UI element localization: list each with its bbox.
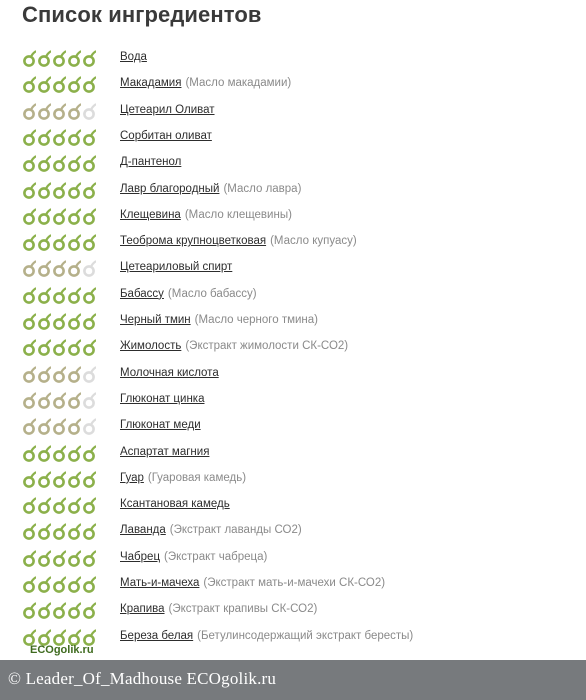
ingredient-row [0, 283, 586, 309]
drop-icon [52, 576, 66, 594]
drop-icon [82, 339, 96, 357]
ingredient-link[interactable]: Молочная кислота [120, 366, 219, 379]
drop-icon [82, 418, 96, 436]
ingredient-link[interactable]: Ксантановая камедь [120, 498, 230, 511]
ingredient-label [120, 51, 147, 63]
drop-icon [37, 182, 51, 200]
drop-icon [82, 260, 96, 278]
drop-icon [37, 392, 51, 410]
drop-icon [52, 445, 66, 463]
drop-icon [82, 234, 96, 252]
ingredient-link[interactable]: Гуар [120, 471, 144, 484]
safety-rating [22, 103, 96, 121]
drop-icon [22, 50, 36, 68]
ingredient-label [120, 367, 219, 379]
ingredient-label [120, 419, 201, 431]
drop-icon [52, 260, 66, 278]
drop-icon [22, 418, 36, 436]
ingredient-link[interactable]: Лавр благородный [120, 182, 220, 195]
drop-icon [67, 313, 81, 331]
drop-icon [67, 155, 81, 173]
ingredient-row [0, 572, 586, 598]
drop-icon [52, 50, 66, 68]
safety-rating [22, 260, 96, 278]
ingredient-alt-name: (Экстракт лаванды СО2) [169, 524, 302, 537]
safety-rating [22, 50, 96, 68]
drop-icon [67, 260, 81, 278]
safety-rating [22, 392, 96, 410]
safety-rating [22, 182, 96, 200]
drop-icon [52, 155, 66, 173]
ingredient-row [0, 125, 586, 151]
drop-icon [22, 471, 36, 489]
drop-icon [37, 260, 51, 278]
drop-icon [67, 182, 81, 200]
ingredient-alt-name: (Масло купуасу) [270, 235, 357, 248]
drop-icon [67, 76, 81, 94]
drop-icon [37, 339, 51, 357]
safety-rating [22, 576, 96, 594]
drop-icon [37, 366, 51, 384]
ingredient-link[interactable]: Теоброма крупноцветковая [120, 235, 267, 248]
drop-icon [52, 76, 66, 94]
ingredient-alt-name: (Бетулинсодержащий экстракт бересты) [197, 629, 414, 642]
drop-icon [82, 523, 96, 541]
drop-icon [37, 155, 51, 173]
ingredient-link[interactable]: Чабрец [120, 550, 161, 563]
ingredient-link[interactable]: Вода [120, 51, 147, 63]
ingredient-link[interactable]: Мать-и-мачеха [120, 577, 200, 589]
safety-rating [22, 471, 96, 489]
ingredient-link[interactable]: Жимолость [120, 340, 182, 353]
safety-rating [22, 234, 96, 252]
safety-rating [22, 208, 96, 226]
ingredient-link[interactable]: Цетеарил Оливат [120, 103, 215, 116]
ingredient-row [0, 493, 586, 519]
ingredient-label [120, 551, 267, 563]
drop-icon [82, 50, 96, 68]
ingredient-row [0, 362, 586, 388]
ingredient-label [120, 630, 413, 642]
drop-icon [52, 392, 66, 410]
drop-icon [22, 576, 36, 594]
drop-icon [37, 471, 51, 489]
drop-icon [82, 471, 96, 489]
ingredient-link[interactable]: Цетеариловый спирт [120, 261, 233, 274]
drop-icon [82, 392, 96, 410]
ingredient-row [0, 467, 586, 493]
ingredient-row [0, 309, 586, 335]
drop-icon [37, 50, 51, 68]
safety-rating [22, 550, 96, 568]
drop-icon [52, 366, 66, 384]
ingredient-row [0, 519, 586, 545]
drop-icon [22, 339, 36, 357]
drop-icon [52, 602, 66, 620]
drop-icon [52, 339, 66, 357]
ingredient-link[interactable]: Сорбитан оливат [120, 129, 212, 142]
safety-rating [22, 602, 96, 620]
drop-icon [22, 366, 36, 384]
ingredient-label [120, 446, 209, 458]
drop-icon [37, 445, 51, 463]
ingredient-link[interactable]: Лаванда [120, 524, 166, 537]
watermark-bar [0, 644, 586, 700]
ingredient-link[interactable]: Бабассу [120, 287, 164, 300]
drop-icon [37, 129, 51, 147]
safety-rating [22, 313, 96, 331]
ingredient-label [120, 288, 257, 300]
ingredient-alt-name: (Экстракт жимолости СК-СО2) [185, 340, 349, 353]
drop-icon [82, 550, 96, 568]
drop-icon [22, 155, 36, 173]
ingredient-link[interactable]: Береза белая [120, 629, 194, 642]
drop-icon [37, 550, 51, 568]
drop-icon [52, 313, 66, 331]
safety-rating [22, 523, 96, 541]
safety-rating [22, 155, 96, 173]
ingredient-link[interactable]: Макадамия [120, 77, 182, 90]
drop-icon [22, 392, 36, 410]
drop-icon [22, 129, 36, 147]
safety-rating [22, 129, 96, 147]
drop-icon [37, 313, 51, 331]
drop-icon [82, 497, 96, 515]
copyright-text: © Leader_Of_Madhouse ECOgolik.ru [8, 669, 277, 688]
drop-icon [67, 287, 81, 305]
drop-icon [52, 471, 66, 489]
drop-icon [67, 576, 81, 594]
ingredient-alt-name: (Масло лавра) [223, 182, 302, 195]
drop-icon [67, 445, 81, 463]
drop-icon [37, 76, 51, 94]
ingredient-label [120, 393, 204, 405]
safety-rating [22, 76, 96, 94]
drop-icon [22, 182, 36, 200]
footer-logo: ECOgolik.ru [30, 644, 94, 656]
drop-icon [37, 234, 51, 252]
ingredient-alt-name: (Экстракт мать-и-мачехи СК-СО2) [203, 577, 386, 589]
ingredient-row [0, 388, 586, 414]
drop-icon [37, 287, 51, 305]
drop-icon [82, 208, 96, 226]
drop-icon [52, 497, 66, 515]
drop-icon [82, 313, 96, 331]
safety-rating [22, 339, 96, 357]
drop-icon [67, 392, 81, 410]
drop-icon [82, 182, 96, 200]
drop-icon [22, 234, 36, 252]
ingredient-label [120, 314, 318, 326]
safety-rating [22, 287, 96, 305]
ingredient-label [120, 472, 246, 484]
ingredient-label [120, 209, 292, 221]
ingredient-label [120, 498, 230, 510]
drop-icon [67, 50, 81, 68]
drop-icon [52, 287, 66, 305]
drop-icon [37, 208, 51, 226]
safety-rating [22, 497, 96, 515]
drop-icon [37, 103, 51, 121]
drop-icon [67, 550, 81, 568]
ingredient-alt-name: (Гуаровая камедь) [147, 471, 247, 484]
ingredient-label [120, 577, 385, 589]
ingredient-label [120, 524, 302, 536]
ingredient-alt-name: (Масло клещевины) [184, 208, 292, 221]
drop-icon [67, 602, 81, 620]
drop-icon [67, 418, 81, 436]
drop-icon [82, 445, 96, 463]
drop-icon [67, 103, 81, 121]
ingredient-label [120, 603, 317, 615]
drop-icon [67, 208, 81, 226]
drop-icon [82, 366, 96, 384]
drop-icon [82, 155, 96, 173]
drop-icon [82, 287, 96, 305]
drop-icon [22, 260, 36, 278]
ingredient-link[interactable]: Глюконат цинка [120, 392, 205, 405]
ingredient-alt-name: (Масло черного тмина) [194, 314, 318, 326]
drop-icon [67, 129, 81, 147]
ingredient-row [0, 414, 586, 440]
ingredient-label [120, 104, 215, 116]
drop-icon [52, 103, 66, 121]
ingredient-label [120, 340, 348, 352]
ingredient-row [0, 230, 586, 256]
ingredient-label [120, 77, 291, 89]
ingredient-row [0, 46, 586, 72]
ingredient-label [120, 235, 357, 247]
ingredient-row [0, 441, 586, 467]
drop-icon [82, 129, 96, 147]
drop-icon [22, 103, 36, 121]
drop-icon [37, 497, 51, 515]
drop-icon [52, 234, 66, 252]
safety-rating [22, 445, 96, 463]
safety-rating [22, 366, 96, 384]
drop-icon [37, 418, 51, 436]
ingredient-link[interactable]: Клещевина [120, 208, 181, 221]
ingredient-row [0, 546, 586, 572]
drop-icon [67, 471, 81, 489]
drop-icon [22, 523, 36, 541]
drop-icon [67, 339, 81, 357]
drop-icon [82, 602, 96, 620]
drop-icon [52, 182, 66, 200]
drop-icon [37, 523, 51, 541]
ingredient-link[interactable]: Глюконат меди [120, 419, 201, 432]
drop-icon [22, 497, 36, 515]
ingredient-row [0, 151, 586, 177]
drop-icon [52, 129, 66, 147]
ingredient-row [0, 99, 586, 125]
ingredient-link[interactable]: Д-пантенол [120, 156, 182, 169]
drop-icon [67, 234, 81, 252]
drop-icon [22, 287, 36, 305]
drop-icon [22, 550, 36, 568]
ingredient-link[interactable]: Черный тмин [120, 314, 191, 326]
ingredient-row [0, 598, 586, 624]
drop-icon [22, 602, 36, 620]
ingredient-label [120, 156, 181, 168]
ingredient-alt-name: (Экстракт чабреца) [164, 550, 268, 563]
drop-icon [82, 103, 96, 121]
drop-icon [52, 418, 66, 436]
ingredient-label [120, 183, 301, 195]
page-title: Список ингредиентов [22, 2, 262, 27]
safety-rating [22, 418, 96, 436]
drop-icon [22, 208, 36, 226]
ingredient-link[interactable]: Аспартат магния [120, 445, 210, 458]
drop-icon [52, 523, 66, 541]
ingredient-row [0, 72, 586, 98]
ingredient-alt-name: (Масло макадамии) [185, 77, 292, 90]
drop-icon [67, 497, 81, 515]
drop-icon [82, 576, 96, 594]
drop-icon [22, 313, 36, 331]
ingredient-link[interactable]: Крапива [120, 603, 165, 616]
drop-icon [22, 76, 36, 94]
drop-icon [37, 602, 51, 620]
ingredient-alt-name: (Экстракт крапивы СК-СО2) [168, 603, 318, 616]
drop-icon [52, 550, 66, 568]
ingredient-label [120, 130, 212, 142]
ingredient-label [120, 261, 232, 273]
drop-icon [67, 366, 81, 384]
drop-icon [37, 576, 51, 594]
drop-icon [67, 523, 81, 541]
drop-icon [52, 208, 66, 226]
ingredient-row [0, 204, 586, 230]
ingredient-alt-name: (Масло бабассу) [167, 287, 257, 300]
ingredient-row [0, 335, 586, 361]
drop-icon [22, 445, 36, 463]
ingredient-row [0, 178, 586, 204]
drop-icon [82, 76, 96, 94]
ingredient-row [0, 256, 586, 282]
